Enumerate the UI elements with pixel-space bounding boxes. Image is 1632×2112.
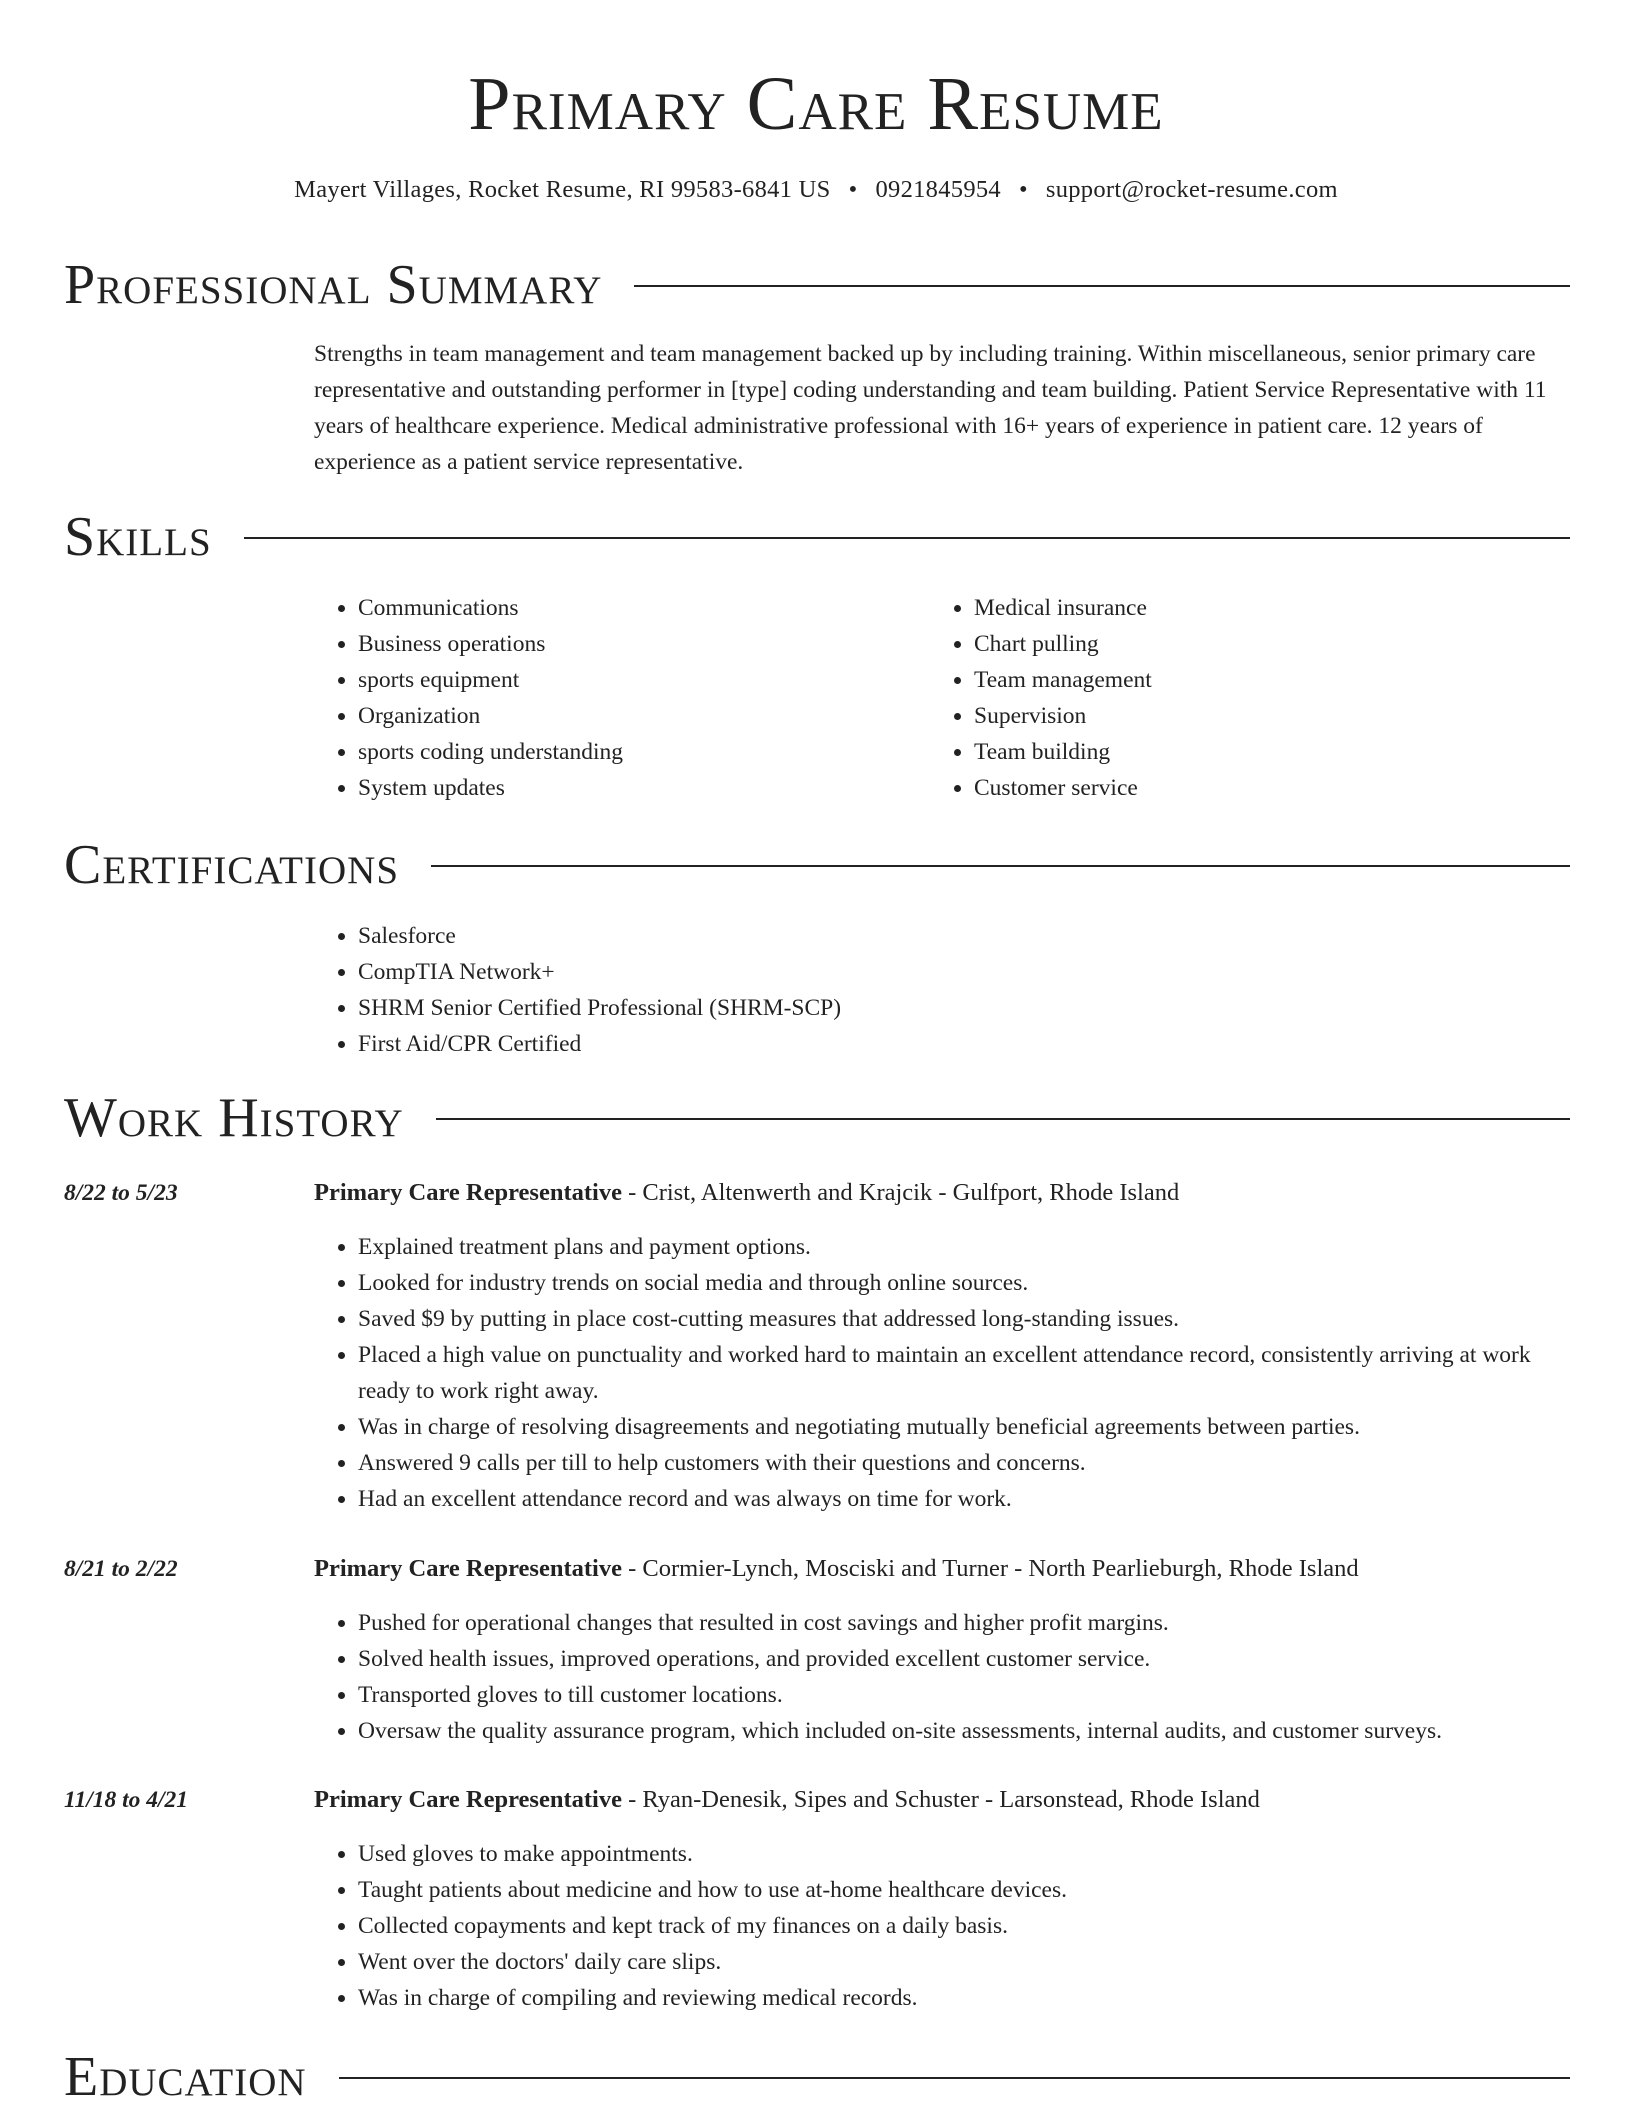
contact-phone: 0921845954: [875, 176, 1001, 203]
job-bullet: • Was in charge of resolving disagreements and negotiating mutually beneficial agreements between parties.: [358, 1409, 1570, 1445]
job-bullets: [314, 1836, 1570, 2016]
section-skills-header: [64, 502, 1570, 572]
certification-item: • SHRM Senior Certified Professional (SHRM-SCP): [358, 990, 1570, 1026]
job-dates: 8/22 to 5/23: [64, 1180, 178, 1206]
job-bullet: • Was in charge of compiling and reviewing medical records.: [358, 1980, 1570, 2016]
job-employer: - Cormier-Lynch, Mosciski and Turner - North Pearlieburgh, Rhode Island: [621, 1555, 1359, 1582]
job-employer: - Crist, Altenwerth and Krajcik - Gulfport, Rhode Island: [621, 1179, 1180, 1206]
job-heading: [314, 1551, 1570, 1587]
job-bullet: • Explained treatment plans and payment options.: [358, 1229, 1570, 1265]
skill-item: • Organization: [358, 698, 914, 734]
job-bullet: • Used gloves to make appointments.: [358, 1836, 1570, 1872]
contact-separator: •: [848, 176, 858, 203]
skill-item: • sports coding understanding: [358, 734, 914, 770]
section-heading: Skills: [64, 506, 212, 568]
job-title: Primary Care Representative: [314, 1555, 622, 1582]
job-title: Primary Care Representative: [314, 1786, 622, 1813]
section-summary-header: [64, 250, 1570, 320]
section-work-header: [64, 1083, 1570, 1153]
job-bullets: [314, 1229, 1570, 1517]
certification-item: • Salesforce: [358, 918, 1570, 954]
skills-column-right: [930, 590, 1530, 806]
resume-title: Primary Care Resume: [468, 62, 1164, 146]
job-bullets: [314, 1605, 1570, 1749]
skill-item: • Customer service: [974, 770, 1530, 806]
section-divider: [244, 537, 1570, 539]
skill-item: • System updates: [358, 770, 914, 806]
job-bullet: • Oversaw the quality assurance program, which included on-site assessments, internal audits, and customer surveys.: [358, 1713, 1570, 1749]
skill-item: • Chart pulling: [974, 626, 1530, 662]
certification-item: • First Aid/CPR Certified: [358, 1026, 1570, 1062]
job-heading: [314, 1782, 1570, 1818]
section-heading: Work History: [64, 1087, 404, 1149]
job-bullet: • Transported gloves to till customer locations.: [358, 1677, 1570, 1713]
job-bullet: • Answered 9 calls per till to help customers with their questions and concerns.: [358, 1445, 1570, 1481]
job-title: Primary Care Representative: [314, 1179, 622, 1206]
skill-item: • Communications: [358, 590, 914, 626]
job-dates: 8/21 to 2/22: [64, 1556, 178, 1582]
section-certifications-header: [64, 830, 1570, 900]
job-bullet: • Had an excellent attendance record and was always on time for work.: [358, 1481, 1570, 1517]
skill-item: • sports equipment: [358, 662, 914, 698]
skill-item: • Team management: [974, 662, 1530, 698]
job-dates: 11/18 to 4/21: [64, 1787, 189, 1813]
section-heading: Professional Summary: [64, 254, 603, 316]
certifications-list: [314, 918, 1570, 1062]
job-bullet: • Taught patients about medicine and how to use at-home healthcare devices.: [358, 1872, 1570, 1908]
section-divider: [431, 865, 1570, 867]
skills-column-left: [314, 590, 914, 806]
skill-item: • Supervision: [974, 698, 1530, 734]
skill-item: • Team building: [974, 734, 1530, 770]
contact-address: Mayert Villages, Rocket Resume, RI 99583-6841 US: [294, 176, 831, 203]
section-education-header: [64, 2042, 1570, 2112]
section-divider: [339, 2077, 1570, 2079]
job-employer: - Ryan-Denesik, Sipes and Schuster - Larsonstead, Rhode Island: [621, 1786, 1260, 1813]
section-divider: [436, 1118, 1570, 1120]
section-divider: [634, 285, 1570, 287]
job-bullet: • Collected copayments and kept track of my finances on a daily basis.: [358, 1908, 1570, 1944]
contact-separator: •: [1018, 176, 1028, 203]
job-bullet: • Pushed for operational changes that resulted in cost savings and higher profit margins.: [358, 1605, 1570, 1641]
section-heading: Education: [64, 2046, 307, 2108]
job-bullet: • Saved $9 by putting in place cost-cutting measures that addressed long-standing issues.: [358, 1301, 1570, 1337]
job-bullet: • Went over the doctors' daily care slips.: [358, 1944, 1570, 1980]
summary-text: Strengths in team management and team management backed up by including training. Within miscellaneous, senior primary care representative and outstanding performer in [type] coding understanding and team building. Patient Service Representative with 11 years of healthcare experience. Medical administrative professional with 16+ years of experience in patient care. 12 years of experience as a patient service representative.: [314, 341, 1547, 475]
contact-line: [0, 172, 1632, 208]
job-bullet: • Placed a high value on punctuality and worked hard to maintain an excellent attendance record, consistently arriving at work ready to work right away.: [358, 1337, 1570, 1409]
job-bullet: • Looked for industry trends on social media and through online sources.: [358, 1265, 1570, 1301]
job-heading: [314, 1175, 1570, 1211]
job-bullet: • Solved health issues, improved operations, and provided excellent customer service.: [358, 1641, 1570, 1677]
contact-email: support@rocket-resume.com: [1045, 176, 1338, 203]
skill-item: • Medical insurance: [974, 590, 1530, 626]
certification-item: • CompTIA Network+: [358, 954, 1570, 990]
section-heading: Certifications: [64, 834, 400, 896]
skill-item: • Business operations: [358, 626, 914, 662]
